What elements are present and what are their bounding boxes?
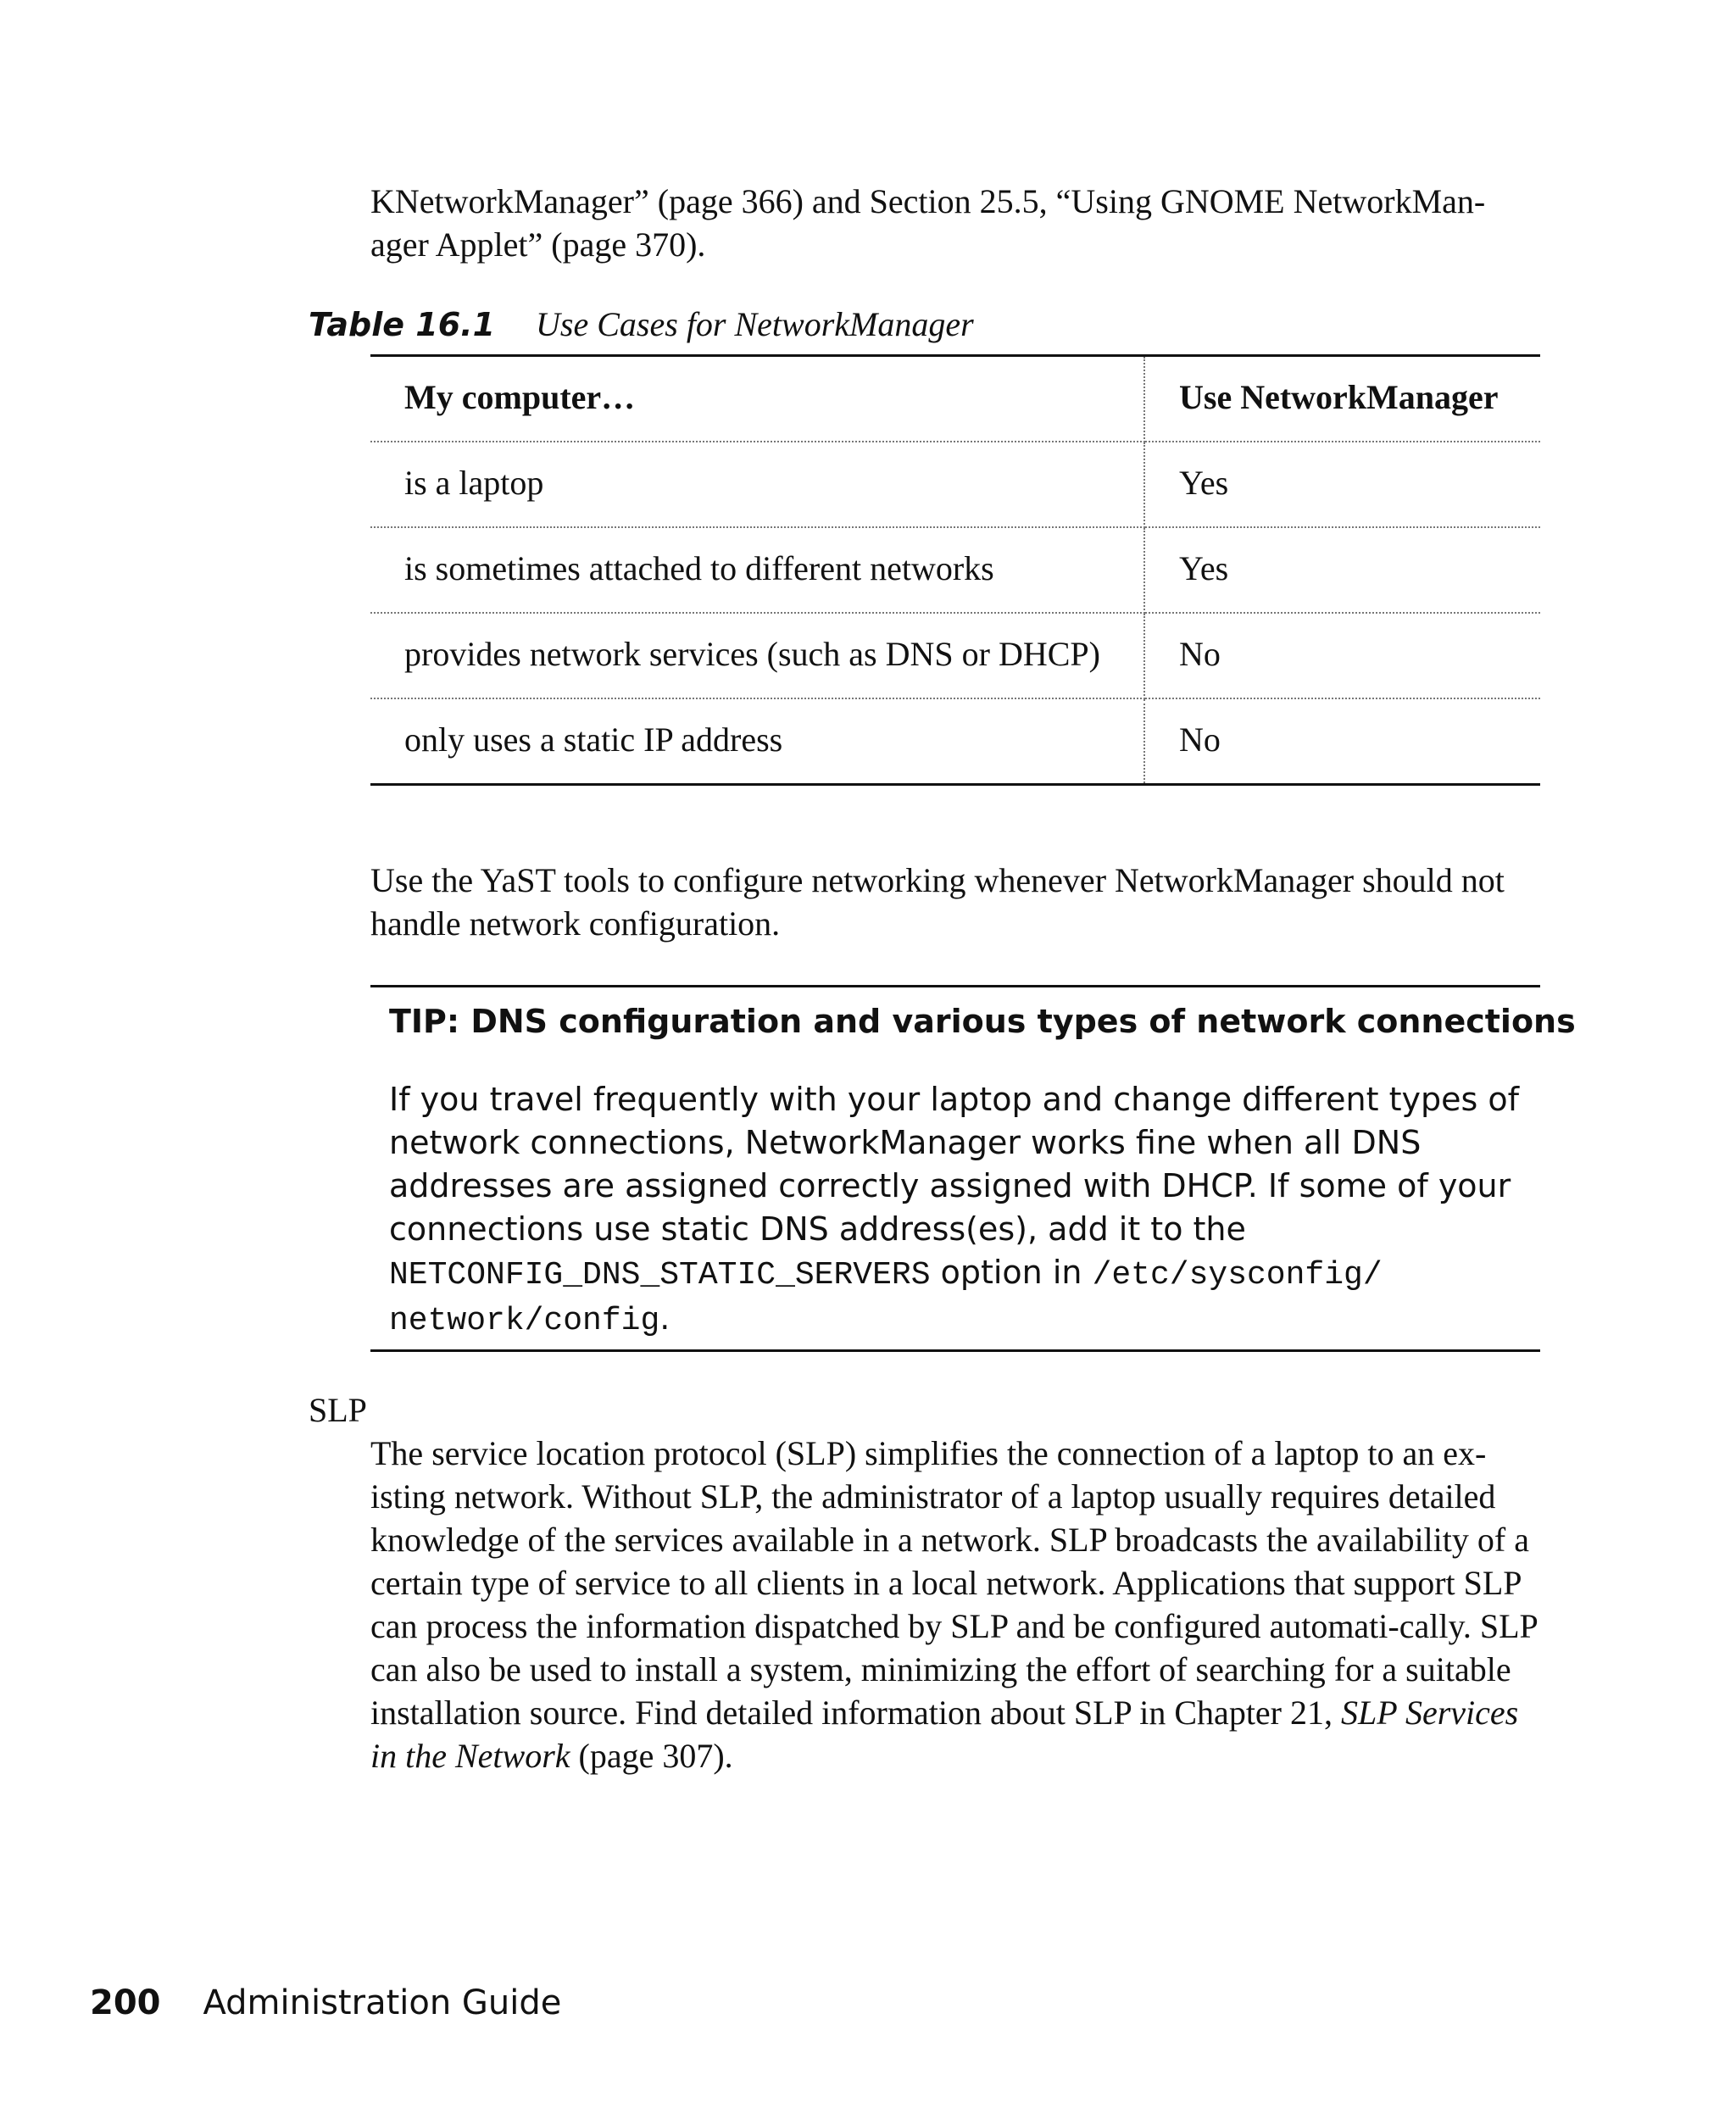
table-cell-condition: provides network services (such as DNS or DHCP) [370,613,1144,698]
table-cell-answer: Yes [1144,442,1540,527]
column-header-my-computer: My computer… [370,356,1144,442]
page-footer [90,1981,561,2025]
table-cell-answer: No [1144,613,1540,698]
slp-reference-page: (page 307). [570,1737,733,1775]
table-row [370,698,1540,785]
table-caption-label: Table 16.1 [309,306,496,343]
table-row [370,442,1540,527]
slp-term: SLP [309,1391,367,1429]
column-header-use-networkmanager: Use NetworkManager [1144,356,1540,442]
tip-end: . [659,1299,670,1337]
slp-chapter-reference: SLP Services in the Network [370,1694,1519,1775]
tip-title: TIP: DNS configuration and various types of network connections [389,1003,1576,1040]
table-header-row [370,356,1540,442]
guide-title: Administration Guide [203,1983,562,2022]
table-cell-answer: Yes [1144,527,1540,613]
table-cell-condition: is a laptop [370,442,1144,527]
slp-definition-text: The service location protocol (SLP) simplifies the connection of a laptop to an ex-isting network. Without SLP, the administrator of a laptop usually requires detailed knowledge of the services available in a network. SLP broadcasts the availability of a certain type of service to all clients in a local network. Applications that support SLP can process the information dispatched by SLP and be configured automati-cally. SLP can also be used to install a system, minimizing the effort of searching for a suitable installation source. Find detailed information about SLP in Chapter 21, [370,1434,1538,1732]
slp-definition [370,1432,1540,1777]
tip-option-in: option in [930,1254,1093,1291]
table-row [370,613,1540,698]
table-cell-condition: only uses a static IP address [370,698,1144,785]
intro-paragraph: KNetworkManager” (page 366) and Section 25.5, “Using GNOME NetworkMan-ager Applet” (page 370). [370,182,1486,264]
tip-config-path: /etc/sysconfig/ network/config [389,1257,1383,1339]
table-caption [309,303,1546,347]
page-number: 200 [90,1983,161,2022]
tip-body-text: If you travel frequently with your laptop and change different types of network connections, NetworkManager works fine when all DNS addresses are assigned correctly assigned with DHCP. If some of your connections use static DNS address(es), add it to the [389,1081,1520,1248]
table-cell-answer: No [1179,720,1221,759]
tip-option-name: NETCONFIG_DNS_STATIC_SERVERS [389,1257,931,1293]
table-cell-condition: is sometimes attached to different networks [370,527,1144,613]
tip-box [370,985,1576,1352]
table-row [370,527,1540,613]
tip-body [389,1078,1533,1343]
table-caption-title: Use Cases for NetworkManager [536,305,974,343]
yast-paragraph: Use the YaST tools to configure networking whenever NetworkManager should not handle network configuration. [370,861,1505,943]
use-cases-table [370,354,1540,786]
